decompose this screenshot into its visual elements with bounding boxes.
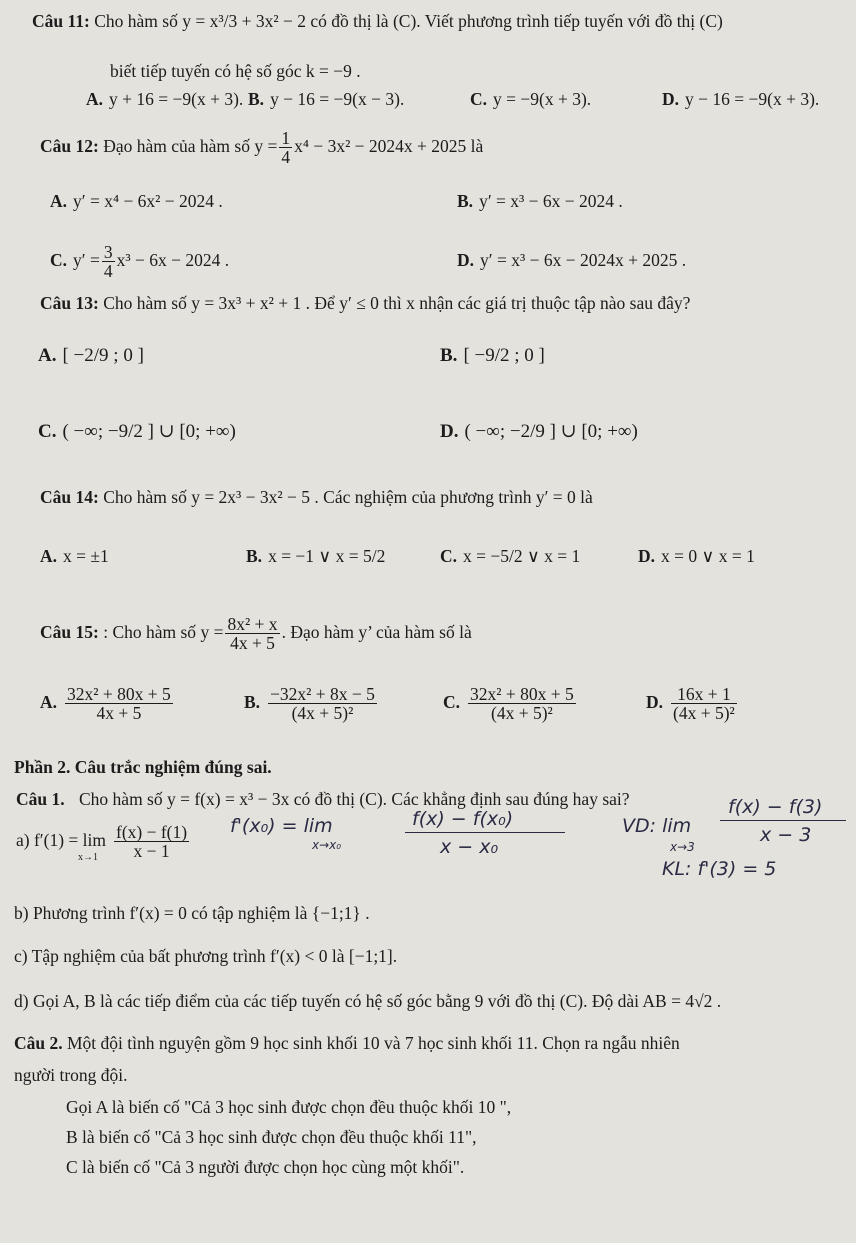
- part2-c2-head: Câu 2.: [14, 1033, 63, 1053]
- hw3-conclusion: KL: f'(3) = 5: [662, 858, 777, 880]
- q14-option-b: B. x = −1 ∨ x = 5/2: [246, 546, 386, 566]
- hw2-fraction-bar: [720, 820, 846, 821]
- q15-func-num: 8x² + x: [227, 614, 278, 635]
- part2-c1-head: Câu 1.: [16, 789, 65, 809]
- q15-c-den: (4x + 5)²: [491, 703, 553, 724]
- part2-statement-a: [16, 818, 191, 880]
- q15-d-den: (4x + 5)²: [673, 703, 735, 724]
- part2-c2-text2: người trong đội.: [14, 1065, 128, 1085]
- part2-a-lead: a) f′(1) = lim: [16, 830, 106, 850]
- q13-text: Cho hàm số y = 3x³ + x² + 1 . Để y′ ≤ 0 thì x nhận các giá trị thuộc tập nào sau đây?: [103, 293, 691, 313]
- q15-b-num: −32x² + 8x − 5: [270, 684, 375, 705]
- hw1-lead: f'(x₀) = lim: [230, 815, 333, 837]
- q15-func-den: 4x + 5: [230, 633, 275, 654]
- q14-option-d: D. x = 0 ∨ x = 1: [638, 546, 755, 566]
- q11-d: y − 16 = −9(x + 3).: [685, 89, 820, 109]
- q14-head: Câu 14:: [40, 487, 99, 507]
- part2-statement-b: b) Phương trình f′(x) = 0 có tập nghiệm là {−1;1} .: [14, 903, 370, 923]
- q13-d: ( −∞; −2/9 ] ∪ [0; +∞): [464, 421, 638, 442]
- part2-c1-text: Cho hàm số y = f(x) = x³ − 3x có đồ thị (C). Các khẳng định sau đúng hay sai?: [79, 789, 630, 809]
- hw1-fraction-bar: [405, 832, 565, 833]
- q15-a-num: 32x² + 80x + 5: [67, 684, 171, 705]
- q15-option-d: D. $\frac{16x + 1}{\text{(4x + 5)²}}$: [646, 684, 735, 724]
- q14-line: [40, 486, 593, 508]
- part2-statement-c: c) Tập nghiệm của bất phương trình f′(x) < 0 là [−1;1].: [14, 946, 398, 966]
- hw1-den: x − x₀: [440, 836, 499, 858]
- q11-text1: Cho hàm số: [94, 11, 178, 31]
- q11-option-c: C. y = −9(x + 3).: [470, 89, 592, 109]
- q12-option-a: A. y′ = x⁴ − 6x² − 2024 .: [50, 191, 223, 211]
- q12-a: y′ = x⁴ − 6x² − 2024 .: [73, 191, 223, 211]
- q13-option-b: B. [ −9/2 ; 0 ]: [440, 345, 545, 366]
- part2-c1-line: [16, 788, 630, 810]
- q15-a-den: 4x + 5: [96, 703, 142, 724]
- part2-c2-event-c: C là biến cố "Cả 3 người được chọn học cùng một khối".: [66, 1157, 465, 1177]
- q11-head: Câu 11:: [32, 11, 90, 31]
- hw1-sub: x→x₀: [312, 838, 342, 852]
- q14-option-a: A. x = ±1: [40, 546, 109, 566]
- q15-option-a: A. $\frac{\text{32x² + 80x + 5}}{4x + 5}$: [40, 684, 171, 724]
- q12-b: y′ = x³ − 6x − 2024 .: [479, 191, 623, 211]
- q12-option-b: B. y′ = x³ − 6x − 2024 .: [457, 191, 623, 211]
- q14-a: x = ±1: [63, 546, 109, 566]
- part2-statement-d: d) Gọi A, B là các tiếp điểm của các tiếp tuyến có hệ số góc bằng 9 với đồ thị (C). Độ dài AB = 4√2 .: [14, 991, 722, 1011]
- part2-c2-text1: Một đội tình nguyện gồm 9 học sinh khối 10 và 7 học sinh khối 11. Chọn ra ngẫu nhiên: [67, 1033, 680, 1053]
- q15-text1: : Cho hàm số: [103, 622, 197, 642]
- q15-option-b: B. $\frac{\text{−32x² + 8x − 5}}{\text{(4x + 5)²}}$: [244, 684, 375, 724]
- q11-option-a: A. y + 16 = −9(x + 3).: [86, 89, 244, 109]
- q12-c: x³ − 6x − 2024 .: [116, 250, 230, 270]
- hw2-lead: VD: lim: [622, 815, 692, 837]
- q15-b-den: (4x + 5)²: [291, 703, 354, 724]
- q12-head: Câu 12:: [40, 136, 99, 156]
- q15-line: Câu 15: : Cho hàm số y = $\frac{\text{8x² + x}}{4x + 5}$ . Đạo hàm y’ của hàm số là: [40, 614, 472, 654]
- q11-text3: biết tiếp tuyến có hệ số góc k = −9 .: [110, 61, 361, 81]
- q13-line: [40, 292, 690, 314]
- q14-d: x = 0 ∨ x = 1: [661, 546, 755, 566]
- q11-a: y + 16 = −9(x + 3).: [109, 89, 244, 109]
- q13-head: Câu 13:: [40, 293, 99, 313]
- part2-a-den: x − 1: [133, 841, 170, 862]
- q14-text: Cho hàm số y = 2x³ − 3x² − 5 . Các nghiệm của phương trình y′ = 0 là: [103, 487, 593, 507]
- part2-a-num: f(x) − f(1): [116, 822, 188, 843]
- q15-head: Câu 15:: [40, 622, 99, 642]
- hw2-sub: x→3: [670, 840, 695, 854]
- q13-c: ( −∞; −9/2 ] ∪ [0; +∞): [62, 421, 236, 442]
- q15-c-num: 32x² + 80x + 5: [470, 684, 574, 705]
- part2-c2-line1: [14, 1032, 680, 1054]
- q15-d-num: 16x + 1: [671, 685, 737, 704]
- q15-text2: . Đạo hàm y’ của hàm số là: [281, 622, 472, 642]
- hw2-den: x − 3: [760, 824, 812, 846]
- q11-b: y − 16 = −9(x − 3).: [270, 89, 405, 109]
- handwriting-derivative-def: [230, 815, 333, 837]
- q13-option-c: C. ( −∞; −9/2 ] ∪ [0; +∞): [38, 421, 236, 442]
- q13-option-a: A. [ −2/9 ; 0 ]: [38, 345, 144, 366]
- part2-c2-event-a: Gọi A là biến cố "Cả 3 học sinh được chọn đều thuộc khối 10 ",: [66, 1097, 512, 1117]
- q12-text: Đạo hàm của hàm số: [103, 136, 250, 156]
- hw2-num: f(x) − f(3): [728, 796, 823, 818]
- q12-option-c: C. y′ = $\frac{3}{4}$ x³ − 6x − 2024 .: [50, 242, 230, 282]
- q11-text2: có đồ thị là (C). Viết phương trình tiếp tuyến với đồ thị (C): [310, 11, 723, 31]
- q12-option-d: D. y′ = x³ − 6x − 2024x + 2025 .: [457, 250, 687, 270]
- q11-line1: [32, 10, 723, 32]
- q14-option-c: C. x = −5/2 ∨ x = 1: [440, 546, 581, 566]
- q13-option-d: D. ( −∞; −2/9 ] ∪ [0; +∞): [440, 421, 638, 442]
- q15-option-c: C. $\frac{\text{32x² + 80x + 5}}{\text{(4x + 5)²}}$: [443, 684, 574, 724]
- q13-a: [ −2/9 ; 0 ]: [62, 345, 144, 366]
- q14-b: x = −1 ∨ x = 5/2: [268, 546, 386, 566]
- q11-option-b: B. y − 16 = −9(x − 3).: [248, 89, 405, 109]
- q11-c: y = −9(x + 3).: [493, 89, 592, 109]
- q12-d: y′ = x³ − 6x − 2024x + 2025 .: [480, 250, 687, 270]
- part2-a-sub: x→1: [78, 852, 98, 863]
- q13-b: [ −9/2 ; 0 ]: [463, 345, 545, 366]
- part2-title: Phần 2. Câu trắc nghiệm đúng sai.: [14, 757, 272, 777]
- q11-func: y = x³/3 + 3x² − 2: [182, 11, 306, 31]
- q12-line: Câu 12: Đạo hàm của hàm số y = $\frac{1}{4}$ x⁴ − 3x² − 2024x + 2025 là: [40, 128, 484, 168]
- part2-c2-event-b: B là biến cố "Cả 3 học sinh được chọn đều thuộc khối 11",: [66, 1127, 477, 1147]
- q12-func: x⁴ − 3x² − 2024x + 2025 là: [294, 136, 484, 156]
- q14-c: x = −5/2 ∨ x = 1: [463, 546, 581, 566]
- q11-option-d: D. y − 16 = −9(x + 3).: [662, 89, 820, 109]
- hw1-num: f(x) − f(x₀): [412, 808, 514, 830]
